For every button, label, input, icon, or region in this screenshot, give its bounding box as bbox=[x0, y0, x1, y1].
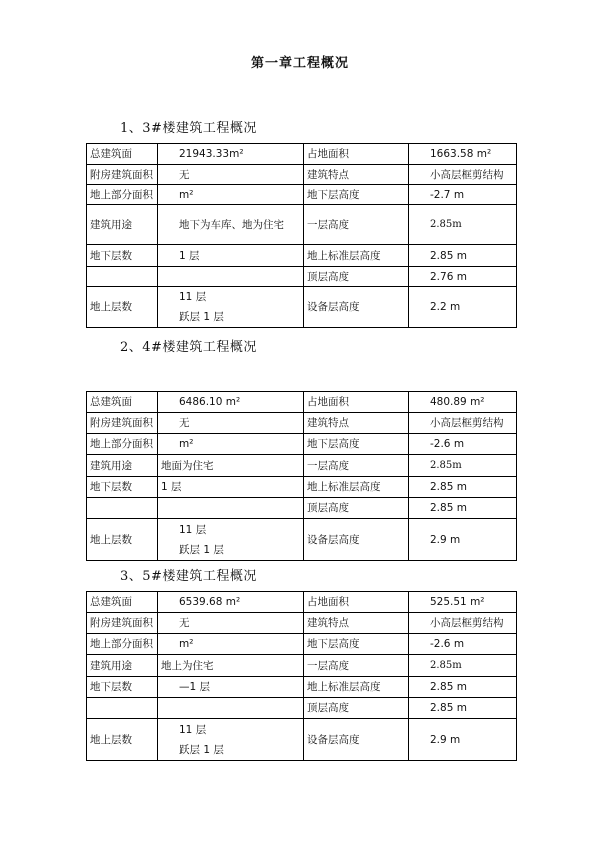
value-above-ground-floors bbox=[158, 719, 304, 761]
duplex-floors: 跃层 1 层 bbox=[179, 311, 224, 323]
value-equipment-floor-height: 2.2 m bbox=[409, 287, 517, 328]
label-above-ground-floors: 地上层数 bbox=[87, 719, 158, 761]
value-basement-floors: 1 层 bbox=[158, 245, 304, 267]
label-footprint: 占地面积 bbox=[304, 592, 409, 613]
duplex-floors: 跃层 1 层 bbox=[179, 743, 224, 756]
value-top-floor-height: 2.76 m bbox=[409, 267, 517, 287]
label-above-ground-floors: 地上层数 bbox=[87, 287, 158, 328]
table-row bbox=[87, 245, 517, 267]
value-basement-floors: 1 层 bbox=[158, 477, 304, 498]
table-row bbox=[87, 165, 517, 185]
label-annex-area: 附房建筑面积 bbox=[87, 165, 158, 185]
value-basement-floors: —1 层 bbox=[158, 677, 304, 698]
empty-cell bbox=[87, 498, 158, 519]
label-basement-floors: 地下层数 bbox=[87, 245, 158, 267]
table-row bbox=[87, 677, 517, 698]
label-usage: 建筑用途 bbox=[87, 455, 158, 477]
value-footprint: 1663.58 m² bbox=[409, 144, 517, 165]
value-usage: 地面为住宅 bbox=[158, 455, 304, 477]
section-heading-5: 3、5#楼建筑工程概况 bbox=[120, 569, 257, 584]
table-row bbox=[87, 185, 517, 205]
value-above-ground-area: m² bbox=[158, 634, 304, 655]
label-first-floor-height: 一层高度 bbox=[304, 455, 409, 477]
label-annex-area: 附房建筑面积 bbox=[87, 613, 158, 634]
spec-table-3 bbox=[86, 143, 517, 328]
page-title: 第一章工程概况 bbox=[250, 56, 349, 71]
label-standard-floor-height: 地上标准层高度 bbox=[304, 245, 409, 267]
value-standard-floor-height: 2.85 m bbox=[409, 245, 517, 267]
label-footprint: 占地面积 bbox=[304, 392, 409, 413]
label-basement-height: 地下层高度 bbox=[304, 434, 409, 455]
table-row bbox=[87, 287, 517, 328]
value-above-ground-floors bbox=[158, 519, 304, 561]
value-first-floor-height: 2.85m bbox=[409, 205, 517, 245]
table-row bbox=[87, 592, 517, 613]
table-row bbox=[87, 613, 517, 634]
label-above-ground-floors: 地上层数 bbox=[87, 519, 158, 561]
value-total-area: 6486.10 m² bbox=[158, 392, 304, 413]
value-basement-height: -2.7 m bbox=[409, 185, 517, 205]
value-footprint: 480.89 m² bbox=[409, 392, 517, 413]
table-row bbox=[87, 519, 517, 561]
floors-count: 11 层 bbox=[179, 291, 207, 303]
value-total-area: 6539.68 m² bbox=[158, 592, 304, 613]
label-basement-floors: 地下层数 bbox=[87, 477, 158, 498]
table-row bbox=[87, 434, 517, 455]
section-heading-4: 2、4#楼建筑工程概况 bbox=[120, 340, 257, 355]
value-usage: 地上为住宅 bbox=[158, 655, 304, 677]
label-basement-height: 地下层高度 bbox=[304, 634, 409, 655]
label-top-floor-height: 顶层高度 bbox=[304, 267, 409, 287]
label-first-floor-height: 一层高度 bbox=[304, 205, 409, 245]
value-usage: 地下为车库、地为住宅 bbox=[158, 205, 304, 245]
label-total-area: 总建筑面 bbox=[87, 144, 158, 165]
value-standard-floor-height: 2.85 m bbox=[409, 477, 517, 498]
table-row bbox=[87, 455, 517, 477]
spec-table-5 bbox=[86, 591, 517, 761]
value-above-ground-floors bbox=[158, 287, 304, 328]
label-building-feature: 建筑特点 bbox=[304, 165, 409, 185]
value-above-ground-area: m² bbox=[158, 434, 304, 455]
duplex-floors: 跃层 1 层 bbox=[179, 543, 224, 556]
label-annex-area: 附房建筑面积 bbox=[87, 413, 158, 434]
value-annex-area: 无 bbox=[158, 613, 304, 634]
value-basement-height: -2.6 m bbox=[409, 434, 517, 455]
value-top-floor-height: 2.85 m bbox=[409, 498, 517, 519]
value-first-floor-height: 2.85m bbox=[409, 455, 517, 477]
label-equipment-floor-height: 设备层高度 bbox=[304, 287, 409, 328]
table-row bbox=[87, 477, 517, 498]
value-top-floor-height: 2.85 m bbox=[409, 698, 517, 719]
empty-cell bbox=[158, 267, 304, 287]
table-row bbox=[87, 655, 517, 677]
table-row bbox=[87, 267, 517, 287]
table-row bbox=[87, 498, 517, 519]
label-above-ground-area: 地上部分面积 bbox=[87, 434, 158, 455]
value-annex-area: 无 bbox=[158, 413, 304, 434]
floors-count: 11 层 bbox=[179, 523, 207, 536]
label-first-floor-height: 一层高度 bbox=[304, 655, 409, 677]
label-top-floor-height: 顶层高度 bbox=[304, 498, 409, 519]
label-usage: 建筑用途 bbox=[87, 655, 158, 677]
table-row bbox=[87, 205, 517, 245]
table-row bbox=[87, 392, 517, 413]
value-equipment-floor-height: 2.9 m bbox=[409, 519, 517, 561]
table-row bbox=[87, 719, 517, 761]
empty-cell bbox=[158, 698, 304, 719]
table-row bbox=[87, 413, 517, 434]
value-first-floor-height: 2.85m bbox=[409, 655, 517, 677]
label-building-feature: 建筑特点 bbox=[304, 413, 409, 434]
label-equipment-floor-height: 设备层高度 bbox=[304, 519, 409, 561]
value-building-feature: 小高层框剪结构 bbox=[409, 413, 517, 434]
label-top-floor-height: 顶层高度 bbox=[304, 698, 409, 719]
value-annex-area: 无 bbox=[158, 165, 304, 185]
label-equipment-floor-height: 设备层高度 bbox=[304, 719, 409, 761]
value-standard-floor-height: 2.85 m bbox=[409, 677, 517, 698]
empty-cell bbox=[87, 698, 158, 719]
label-standard-floor-height: 地上标准层高度 bbox=[304, 477, 409, 498]
table-row bbox=[87, 634, 517, 655]
value-equipment-floor-height: 2.9 m bbox=[409, 719, 517, 761]
label-building-feature: 建筑特点 bbox=[304, 613, 409, 634]
label-above-ground-area: 地上部分面积 bbox=[87, 634, 158, 655]
label-total-area: 总建筑面 bbox=[87, 392, 158, 413]
value-building-feature: 小高层框剪结构 bbox=[409, 165, 517, 185]
label-total-area: 总建筑面 bbox=[87, 592, 158, 613]
value-building-feature: 小高层框剪结构 bbox=[409, 613, 517, 634]
table-row bbox=[87, 698, 517, 719]
section-heading-3: 1、3#楼建筑工程概况 bbox=[120, 121, 257, 136]
label-above-ground-area: 地上部分面积 bbox=[87, 185, 158, 205]
value-above-ground-area: m² bbox=[158, 185, 304, 205]
label-footprint: 占地面积 bbox=[304, 144, 409, 165]
label-basement-height: 地下层高度 bbox=[304, 185, 409, 205]
label-standard-floor-height: 地上标准层高度 bbox=[304, 677, 409, 698]
floors-count: 11 层 bbox=[179, 723, 207, 736]
label-basement-floors: 地下层数 bbox=[87, 677, 158, 698]
value-basement-height: -2.6 m bbox=[409, 634, 517, 655]
table-row bbox=[87, 144, 517, 165]
label-usage: 建筑用途 bbox=[87, 205, 158, 245]
empty-cell bbox=[87, 267, 158, 287]
value-footprint: 525.51 m² bbox=[409, 592, 517, 613]
value-total-area: 21943.33m² bbox=[158, 144, 304, 165]
spec-table-4 bbox=[86, 391, 517, 561]
empty-cell bbox=[158, 498, 304, 519]
